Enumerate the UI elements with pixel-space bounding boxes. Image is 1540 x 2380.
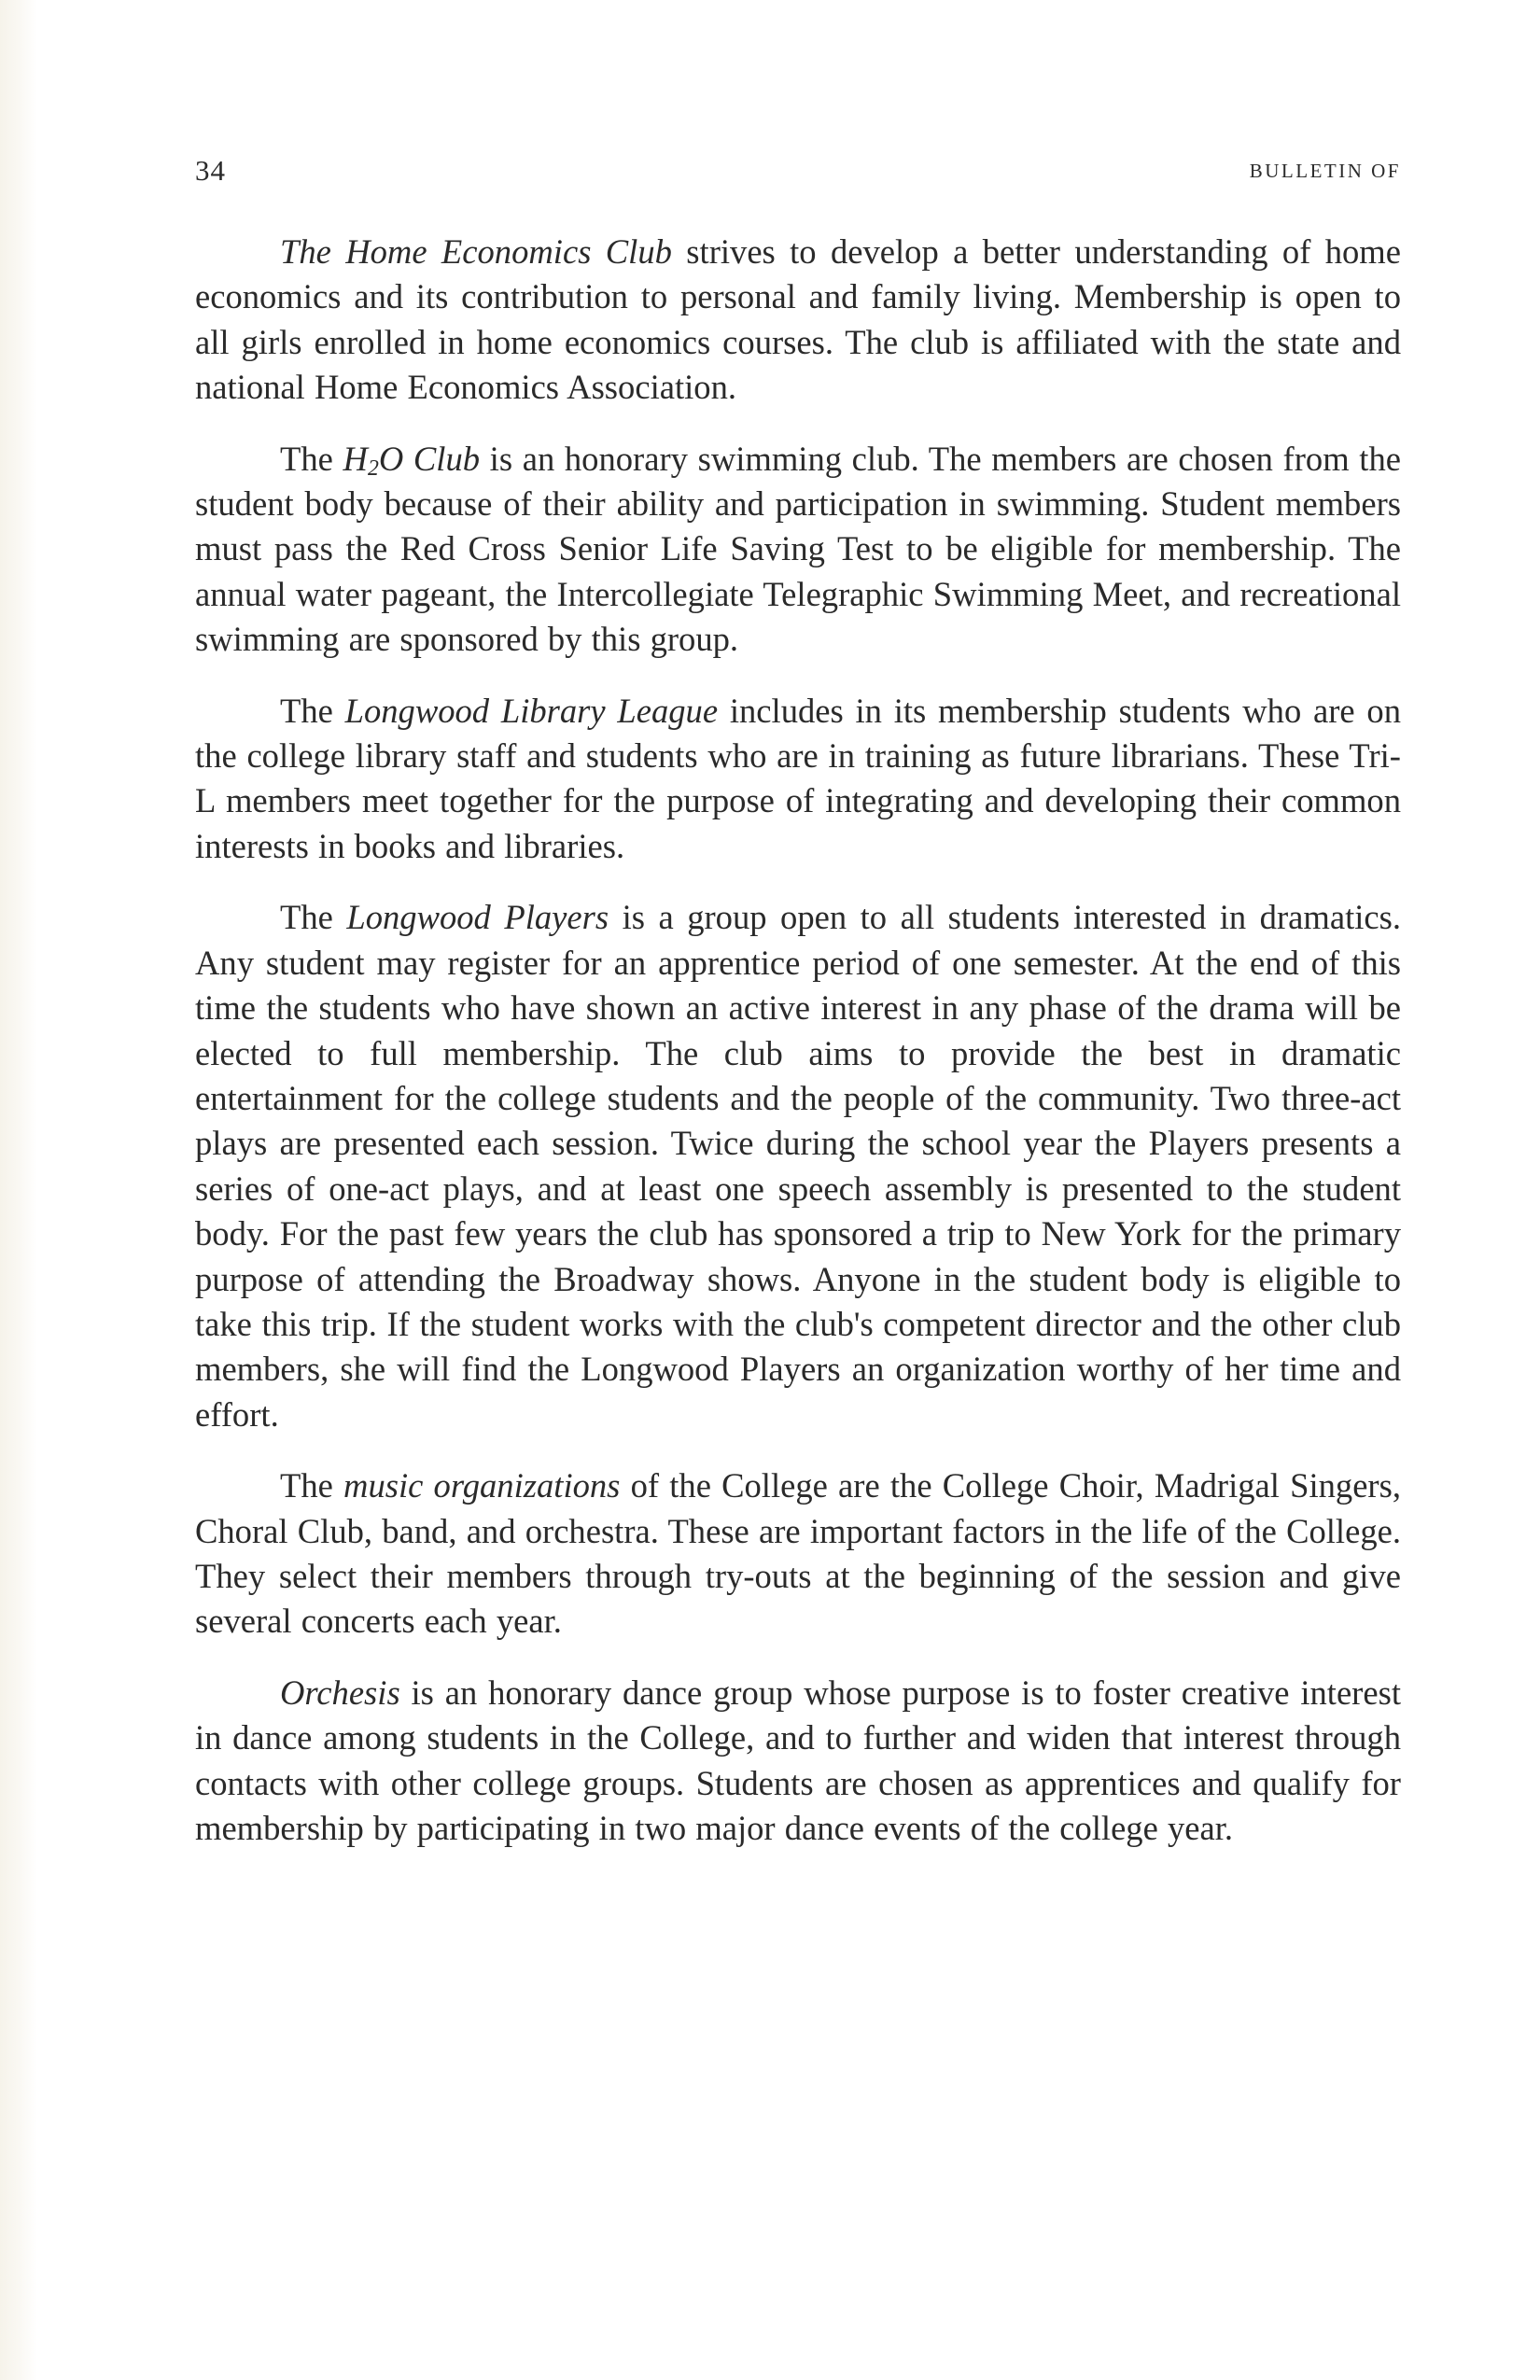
club-name-subscript: 2 bbox=[367, 455, 379, 481]
paragraph-text: is an honorary dance group whose purpose is to foster creative interest in dance among students in the College, and to further and widen that interest through contacts with other college groups. Students are chosen as apprentices and qualify for membership by participating in two major dance events of the college year. bbox=[195, 1673, 1401, 1847]
paragraph-text: includes in its membership students who are on the college library staff and students who are in training as future librarians. These Tri-L members meet together for the purpose of integrating and developing their common interests in books and libraries. bbox=[195, 691, 1401, 865]
running-head: BULLETIN OF bbox=[1249, 160, 1401, 182]
page-header bbox=[195, 154, 1401, 191]
paragraph-longwood-library-league bbox=[195, 689, 1401, 870]
page-body bbox=[195, 230, 1401, 1877]
club-name: Orchesis bbox=[280, 1673, 400, 1712]
paragraph-lead: The bbox=[280, 898, 347, 937]
paragraph-text: of the College are the College Choir, Madrigal Singers, Choral Club, band, and orchestra. These are important factors in the life of the College. They select their members through try-outs at the beginning of the session and give several concerts each year. bbox=[195, 1466, 1401, 1641]
club-name: music organizations bbox=[343, 1466, 621, 1505]
club-name: The Home Economics Club bbox=[280, 232, 672, 271]
paragraph-music-organizations bbox=[195, 1463, 1401, 1645]
paragraph-orchesis bbox=[195, 1671, 1401, 1852]
page-edge-shadow bbox=[0, 0, 37, 2380]
paragraph-lead: The bbox=[280, 691, 345, 730]
club-name-rest: O Club bbox=[378, 439, 481, 478]
paragraph-home-economics-club bbox=[195, 230, 1401, 411]
club-name bbox=[343, 439, 481, 481]
paragraph-h2o-club bbox=[195, 437, 1401, 663]
paragraph-text: is an honorary swimming club. The members are chosen from the student body because of their ability and participation in swimming. Student members must pass the Red Cross Senior Life Saving Test to be eligible for membership. The annual water pageant, the Intercollegiate Telegraphic Swimming Meet, and recreational swimming are sponsored by this group. bbox=[195, 439, 1401, 659]
paragraph-text: is a group open to all students interested in dramatics. Any student may register for an apprentice period of one semester. At the end of this time the students who have shown an active interest in any phase of the drama will be elected to full membership. The club aims to provide the best in dramatic entertainment for the college students and the people of the community. Two three-act plays are presented each session. Twice during the school year the Players presents a series of one-act plays, and at least one speech assembly is presented to the student body. For the past few years the club has sponsored a trip to New York for the primary purpose of attending the Broadway shows. Anyone in the student body is eligible to take this trip. If the student works with the club's competent director and the other club members, she will find the Longwood Players an organization worthy of her time and effort. bbox=[195, 898, 1402, 1434]
club-name: Longwood Players bbox=[346, 898, 609, 937]
paragraph-longwood-players bbox=[195, 895, 1401, 1437]
paragraph-lead: The bbox=[280, 1466, 344, 1505]
paragraph-text: strives to develop a better understanding of home economics and its contribution to personal and family living. Membership is open to all girls enrolled in home economics courses. The club is affiliated with the state and national Home Economics Association. bbox=[195, 232, 1401, 407]
paragraph-lead: The bbox=[280, 439, 343, 478]
club-name: Longwood Library League bbox=[344, 691, 719, 730]
page-number: 34 bbox=[195, 154, 226, 187]
club-name-main: H bbox=[343, 439, 368, 478]
